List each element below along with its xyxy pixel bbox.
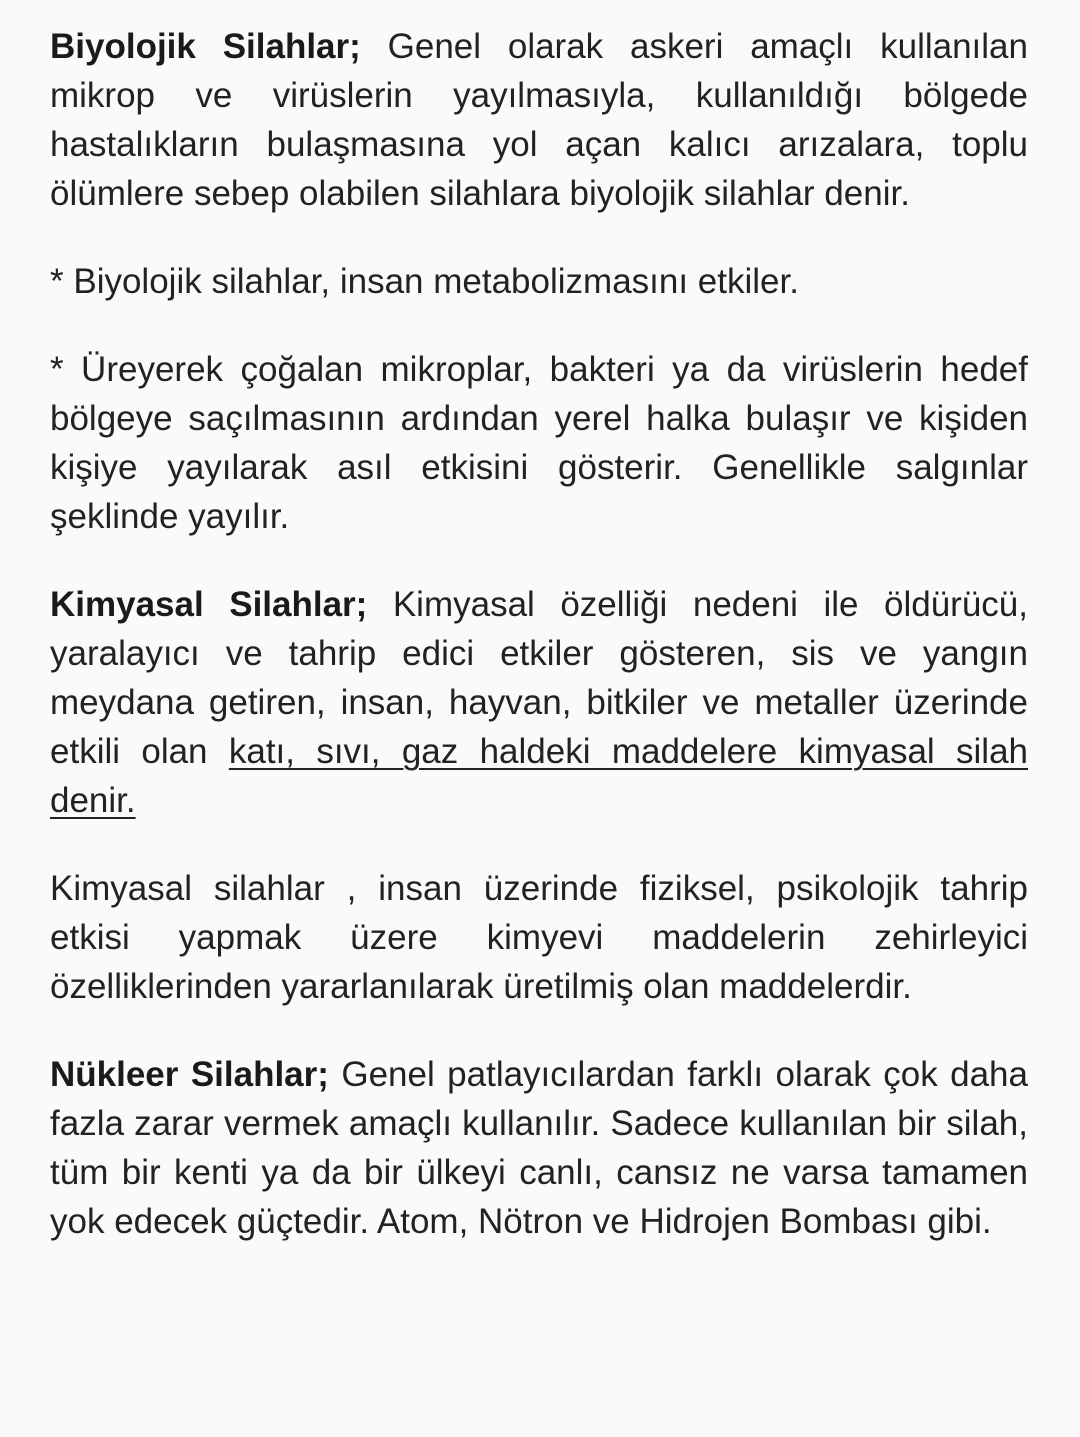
- biological-note-metabolism: * Biyolojik silahlar, insan metabolizmasını etkiler.: [50, 262, 799, 301]
- biological-weapons-paragraph: [50, 22, 1028, 218]
- nuclear-weapons-definition: Genel patlayıcılardan farklı olarak çok daha fazla zarar vermek amaçlı kullanılır. Sadece kullanılan bir silah, tüm bir kenti ya da bir ülkeyi canlı, cansız ne varsa tamamen yok edecek güçtedir. Atom, Nötron ve Hidrojen Bombası gibi.: [50, 1055, 1028, 1241]
- chemical-weapons-underlined-text: katı, sıvı, gaz haldeki maddelere kimyasal silah denir.: [50, 732, 1029, 820]
- nuclear-weapons-heading: Nükleer Silahlar;: [50, 1055, 329, 1094]
- nuclear-weapons-paragraph: [50, 1050, 1028, 1246]
- biological-weapons-heading: Biyolojik Silahlar;: [50, 27, 361, 66]
- biological-weapons-definition: Genel olarak askeri amaçlı kullanılan mikrop ve virüslerin yayılmasıyla, kullanıldığı bölgede hastalıkların bulaşmasına yol açan kalıcı arızalara, toplu ölümlere sebep olabilen silahlara biyolojik silahlar denir.: [50, 27, 1028, 213]
- chemical-weapons-description: Kimyasal silahlar , insan üzerinde fiziksel, psikolojik tahrip etkisi yapmak üzere kimyevi maddelerin zehirleyici özelliklerinden yararlanılarak üretilmiş olan maddelerdir.: [50, 869, 1028, 1006]
- chemical-weapons-definition: Kimyasal özelliği nedeni ile öldürücü, yaralayıcı ve tahrip edici etkiler gösteren, sis ve yangın meydana getiren, insan, hayvan, bitkiler ve metaller üzerinde etkili olan: [50, 585, 1028, 771]
- biological-note-spread: * Üreyerek çoğalan mikroplar, bakteri ya da virüslerin hedef bölgeye saçılmasının ardından yerel halka bulaşır ve kişiden kişiye yayılarak asıl etkisini gösterir. Genellikle salgınlar şeklinde yayılır.: [50, 350, 1028, 536]
- chemical-weapons-paragraph: [50, 580, 1028, 825]
- chemical-weapons-heading: Kimyasal Silahlar;: [50, 585, 368, 624]
